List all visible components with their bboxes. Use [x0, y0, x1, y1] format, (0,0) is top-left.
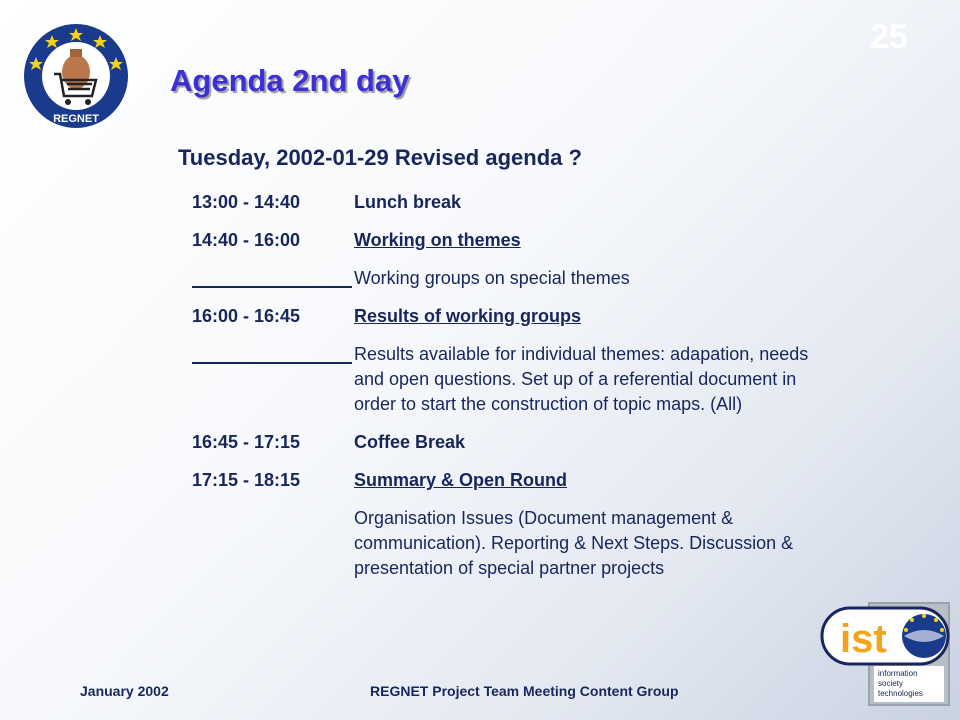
agenda-row: [192, 430, 832, 455]
agenda-row: [192, 342, 832, 417]
ist-logo: [820, 600, 960, 710]
agenda-time: 16:00 - 16:45: [192, 306, 301, 326]
svg-text:technologies: technologies: [878, 689, 923, 698]
agenda-time: 13:00 - 14:40: [192, 192, 301, 212]
agenda-row: [192, 468, 832, 493]
footer-date: January 2002: [80, 683, 169, 699]
agenda-time: 17:15 - 18:15: [192, 470, 301, 490]
svg-text:REGNET: REGNET: [53, 113, 99, 125]
agenda-row: [192, 304, 832, 329]
regnet-logo: [22, 22, 130, 130]
agenda-list: [192, 190, 832, 581]
agenda-time: [192, 506, 354, 581]
svg-text:society: society: [878, 679, 903, 688]
agenda-link-summary-open-round[interactable]: Summary & Open Round: [354, 470, 568, 490]
footer-title: REGNET Project Team Meeting Content Group: [370, 683, 679, 699]
slide-subtitle: Tuesday, 2002-01-29 Revised agenda ?: [178, 145, 582, 170]
agenda-row: [192, 228, 832, 253]
slide-number: 25: [870, 18, 908, 56]
agenda-time-rule: [192, 286, 352, 288]
svg-text:information: information: [878, 669, 918, 678]
svg-text:ist: ist: [840, 617, 887, 661]
agenda-link-results-of-working-groups[interactable]: Results of working groups: [354, 306, 582, 326]
agenda-item-description: Organisation Issues (Document management & communication). Reporting & Next Steps. Discussion & presentation of special partner projects: [354, 508, 794, 578]
agenda-row: [192, 506, 832, 581]
agenda-item-description: Results available for individual themes: adapation, needs and open questions. Set up of a referential document in order to start the construction of topic maps. (All): [354, 344, 809, 414]
agenda-item: Lunch break: [354, 192, 462, 212]
agenda-item-description: Working groups on special themes: [354, 268, 630, 288]
agenda-time: 14:40 - 16:00: [192, 230, 301, 250]
agenda-row: [192, 266, 832, 291]
agenda-item: Coffee Break: [354, 432, 466, 452]
slide-title: Agenda 2nd day: [170, 63, 410, 98]
agenda-row: [192, 190, 832, 215]
agenda-time: 16:45 - 17:15: [192, 432, 301, 452]
agenda-time-rule: [192, 362, 352, 364]
agenda-link-working-on-themes[interactable]: Working on themes: [354, 230, 521, 250]
